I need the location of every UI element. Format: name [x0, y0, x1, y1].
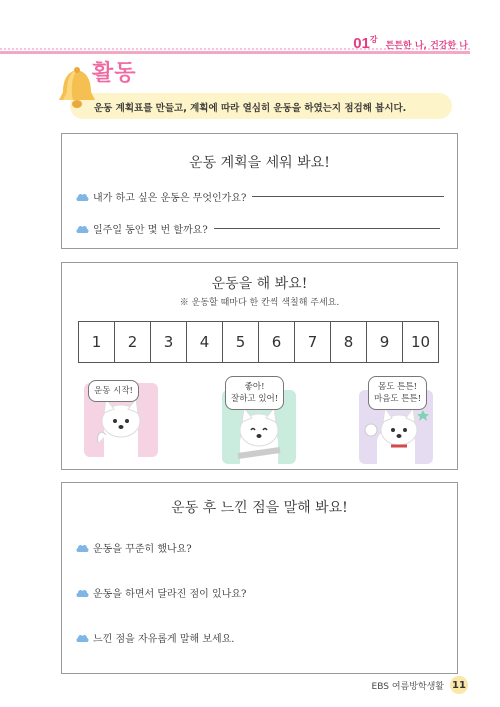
reflection-question-3-text: 느낀 점을 자유롭게 말해 보세요.	[93, 634, 235, 645]
tracker-cell[interactable]: 7	[294, 321, 331, 363]
cloud-bullet-icon	[76, 543, 89, 553]
speech-bubble-start: 운동 시작!	[88, 380, 139, 402]
page-footer	[372, 676, 468, 694]
reflection-question-1	[76, 540, 192, 555]
plan-box	[61, 133, 458, 249]
exercise-subtitle: ※ 운동할 때마다 한 칸씩 색칠해 주세요.	[179, 298, 340, 308]
tracker-cell[interactable]: 2	[114, 321, 151, 363]
tracker-cell[interactable]: 8	[330, 321, 367, 363]
tracker-cell[interactable]: 9	[366, 321, 403, 363]
footer-series-title: EBS 여름방학생활	[371, 681, 444, 692]
reflection-question-1-text: 운동을 꾸준히 했나요?	[93, 544, 192, 555]
speech-bubble-cheer: 좋아! 잘하고 있어!	[225, 376, 284, 410]
activity-title: 활동	[92, 61, 137, 86]
plan-question-2	[76, 221, 440, 236]
plan-question-1-text: 내가 하고 싶은 운동은 무엇인가요?	[93, 193, 247, 204]
tracker-cell[interactable]: 5	[222, 321, 259, 363]
tracker-cell[interactable]: 6	[258, 321, 295, 363]
cloud-bullet-icon	[76, 224, 89, 234]
plan-question-1	[76, 189, 444, 204]
speech-bubble-strong: 몸도 튼튼! 마음도 튼튼!	[368, 376, 427, 410]
cloud-bullet-icon	[76, 192, 89, 202]
instruction-text: 운동 계획표를 만들고, 계획에 따라 열심히 운동을 하였는지 점검해 봅시다.	[94, 103, 407, 114]
page-number: 11	[450, 676, 468, 694]
cloud-bullet-icon	[76, 588, 89, 598]
tracker-cell[interactable]: 4	[186, 321, 223, 363]
tracker-cell[interactable]: 1	[78, 321, 115, 363]
exercise-box	[61, 262, 458, 470]
answer-line[interactable]	[252, 196, 444, 197]
chapter-heading	[353, 34, 468, 52]
reflection-title: 운동 후 느낀 점을 말해 봐요!	[171, 500, 348, 516]
chapter-number: $01^강$	[353, 35, 378, 52]
plan-question-2-text: 일주일 동안 몇 번 할까요?	[93, 225, 208, 236]
reflection-question-3	[76, 630, 234, 645]
tracker-cell[interactable]: 3	[150, 321, 187, 363]
plan-title: 운동 계획을 세워 봐요!	[189, 155, 330, 171]
cloud-bullet-icon	[76, 633, 89, 643]
reflection-question-2-text: 운동을 하면서 달라진 점이 있나요?	[93, 589, 247, 600]
instruction-bar	[70, 93, 452, 119]
tracker-grid	[78, 321, 439, 363]
chapter-title: 튼튼한 나, 건강한 나	[385, 41, 468, 51]
answer-line[interactable]	[214, 228, 440, 229]
exercise-title: 운동을 해 봐요!	[211, 276, 308, 292]
tracker-cell[interactable]: 10	[402, 321, 439, 363]
reflection-question-2	[76, 585, 246, 600]
reflection-box	[61, 482, 458, 674]
